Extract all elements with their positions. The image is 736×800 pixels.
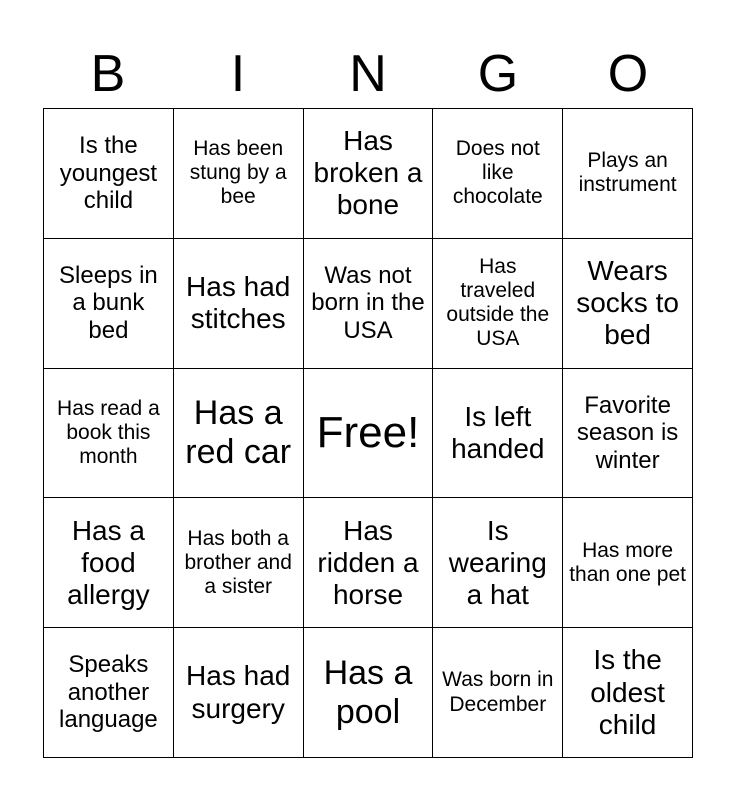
- cell-text: Has a red car: [185, 393, 292, 471]
- bingo-cell[interactable]: [174, 628, 304, 758]
- bingo-cell[interactable]: [304, 109, 434, 239]
- cell-text: Free!: [316, 407, 420, 457]
- bingo-cell[interactable]: [44, 239, 174, 369]
- cell-text: Speaks another language: [59, 651, 158, 734]
- bingo-cell[interactable]: [304, 239, 434, 369]
- bingo-cell[interactable]: [433, 498, 563, 628]
- bingo-cell[interactable]: [174, 498, 304, 628]
- header-letter-o: O: [607, 45, 649, 103]
- cell-text: Does not like chocolate: [452, 137, 543, 209]
- cell-text: Is the youngest child: [59, 132, 158, 215]
- header-letter-n: N: [349, 45, 387, 103]
- cell-text: Favorite season is winter: [576, 391, 679, 474]
- bingo-header: [43, 40, 693, 108]
- bingo-cell[interactable]: [563, 498, 693, 628]
- cell-text: Is wearing a hat: [448, 514, 547, 610]
- bingo-cell[interactable]: [44, 628, 174, 758]
- bingo-cell[interactable]: [44, 498, 174, 628]
- cell-text: Has a food allergy: [67, 514, 150, 610]
- bingo-cell[interactable]: [174, 369, 304, 499]
- bingo-cell[interactable]: [304, 628, 434, 758]
- bingo-cell[interactable]: [433, 628, 563, 758]
- cell-text: Wears socks to bed: [576, 254, 679, 351]
- header-letter-i: I: [230, 45, 246, 103]
- cell-text: Sleeps in a bunk bed: [59, 261, 158, 344]
- bingo-cell[interactable]: [304, 498, 434, 628]
- cell-text: Has a pool: [323, 653, 413, 731]
- bingo-cell[interactable]: [563, 628, 693, 758]
- cell-text: Has had stitches: [186, 271, 291, 335]
- cell-text: Was not born in the USA: [311, 261, 425, 344]
- cell-text: Has had surgery: [186, 660, 291, 724]
- bingo-cell[interactable]: [563, 109, 693, 239]
- cell-text: Has both a brother and a sister: [184, 526, 292, 598]
- bingo-cell[interactable]: [174, 239, 304, 369]
- header-letter-g: G: [477, 45, 519, 103]
- cell-text: Has read a book this month: [57, 396, 160, 469]
- bingo-cell[interactable]: [44, 369, 174, 499]
- header-letter-b: B: [90, 45, 126, 103]
- cell-text: Has broken a bone: [313, 125, 423, 221]
- bingo-cell[interactable]: [563, 239, 693, 369]
- bingo-cell[interactable]: [44, 109, 174, 239]
- cell-text: Has more than one pet: [569, 538, 686, 586]
- bingo-grid: [43, 108, 693, 758]
- cell-text: Has traveled outside the USA: [446, 254, 550, 351]
- free-space-cell[interactable]: [304, 369, 434, 499]
- cell-text: Was born in December: [442, 668, 554, 716]
- bingo-cell[interactable]: [174, 109, 304, 239]
- cell-text: Plays an instrument: [578, 149, 677, 197]
- bingo-cell[interactable]: [433, 369, 563, 499]
- cell-text: Is left handed: [451, 400, 545, 464]
- cell-text: Has ridden a horse: [317, 514, 419, 610]
- bingo-cell[interactable]: [563, 369, 693, 499]
- bingo-cell[interactable]: [433, 239, 563, 369]
- cell-text: Has been stung by a bee: [189, 137, 287, 209]
- cell-text: Is the oldest child: [590, 644, 665, 740]
- bingo-cell[interactable]: [433, 109, 563, 239]
